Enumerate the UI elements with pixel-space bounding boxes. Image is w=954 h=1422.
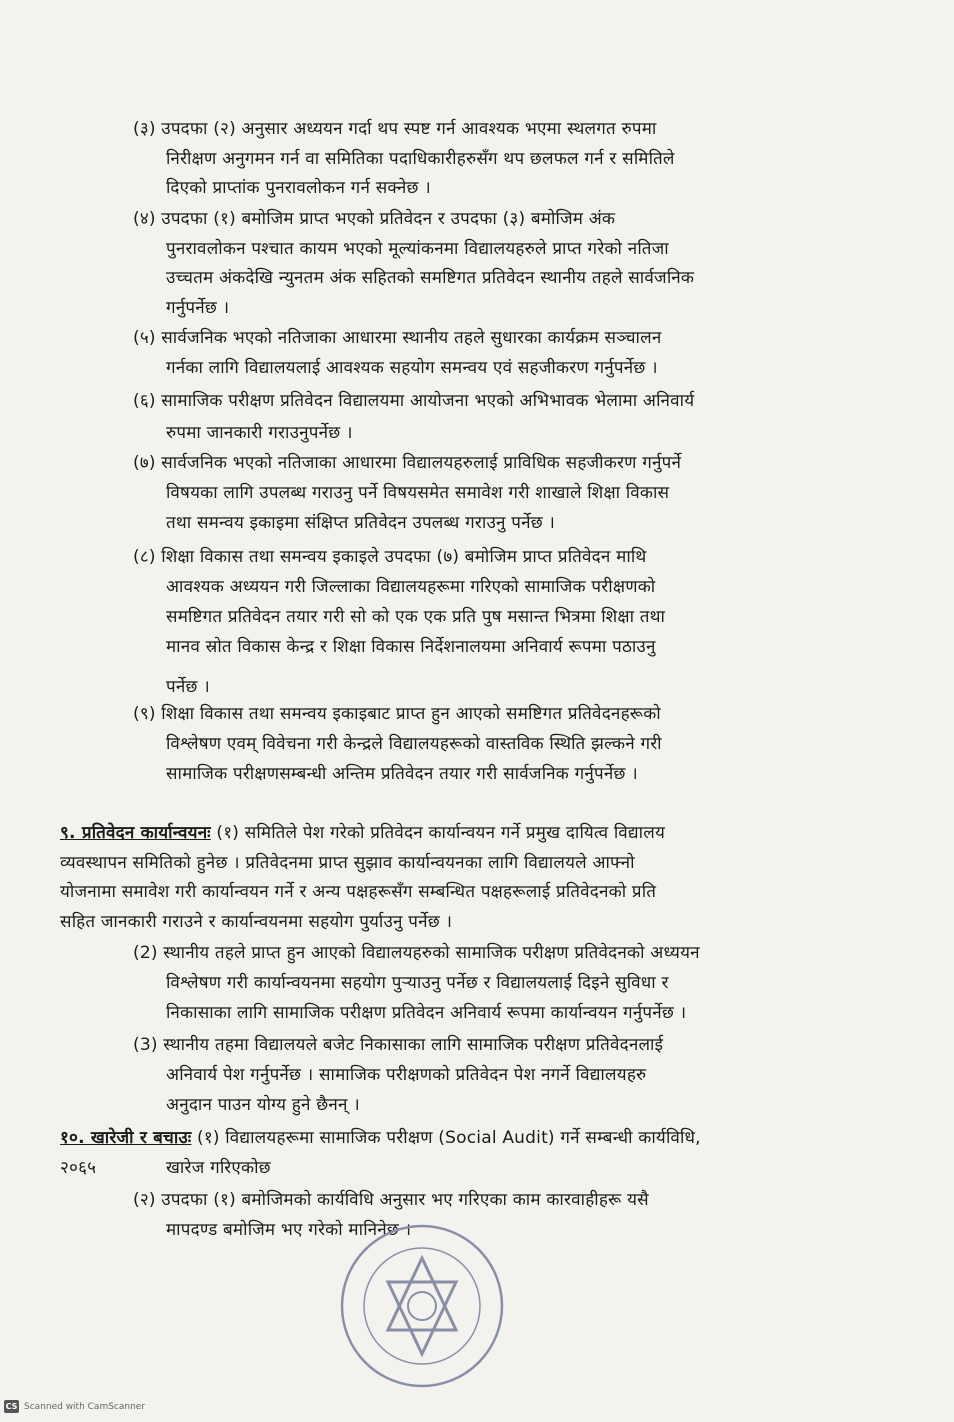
- clause-8-4-line-1: (४) उपदफा (१) बमोजिम प्राप्त भएको प्रतिवेदन र उपदफा (३) बमोजिम अंक: [133, 209, 616, 229]
- clause-8-4-line-2: पुनरावलोकन पश्चात कायम भएको मूल्यांकनमा विद्यालयहरुले प्राप्त गरेको नतिजा: [166, 239, 669, 259]
- clause-8-4-line-3: उच्चतम अंकदेखि न्युनतम अंक सहितको समष्टिगत प्रतिवेदन स्थानीय तहले सार्वजनिक: [166, 268, 695, 288]
- clause-8-3-line-2: निरीक्षण अनुगमन गर्न वा समितिका पदाधिकारीहरुसँग थप छलफल गर्न र समितिले: [166, 149, 675, 169]
- section-10-heading: १०. खारेजी र बचाउः: [60, 1128, 192, 1148]
- section-10-line-1: [60, 1127, 701, 1149]
- clause-8-5-line-1: (५) सार्वजनिक भएको नतिजाका आधारमा स्थानीय तहले सुधारका कार्यक्रम सञ्चालन: [133, 328, 662, 348]
- clause-8-9-line-1: (९) शिक्षा विकास तथा समन्वय इकाइबाट प्राप्त हुन आएको समष्टिगत प्रतिवेदनहरूको: [133, 704, 661, 724]
- camscanner-logo-icon: CS: [5, 1402, 18, 1411]
- clause-9-3-line-1: (3) स्थानीय तहमा विद्यालयले बजेट निकासाका लागि सामाजिक परीक्षण प्रतिवेदनलाई: [133, 1035, 664, 1055]
- scanner-watermark: [4, 1400, 145, 1413]
- clause-8-6-line-1: (६) सामाजिक परीक्षण प्रतिवेदन विद्यालयमा आयोजना भएको अभिभावक भेलामा अनिवार्य: [133, 391, 695, 411]
- section-9-line-1: [60, 822, 665, 844]
- clause-8-5-line-2: गर्नका लागि विद्यालयलाई आवश्यक सहयोग समन्वय एवं सहजीकरण गर्नुपर्नेछ ।: [166, 358, 658, 378]
- section-9-line-3: योजनामा समावेश गरी कार्यान्वयन गर्ने र अन्य पक्षहरूसँग सम्बन्धित पक्षहरूलाई प्रतिवेदनको प्रति: [60, 882, 657, 902]
- clause-8-7-line-2: विषयका लागि उपलब्ध गराउनु पर्ने विषयसमेत समावेश गरी शाखाले शिक्षा विकास: [166, 483, 670, 503]
- clause-8-3-line-1: (३) उपदफा (२) अनुसार अध्ययन गर्दा थप स्पष्ट गर्न आवश्यक भएमा स्थलगत रुपमा: [133, 119, 657, 139]
- clause-8-8-line-1: (८) शिक्षा विकास तथा समन्वय इकाइले उपदफा (७) बमोजिम प्राप्त प्रतिवेदन माथि: [133, 547, 647, 567]
- clause-8-8-line-3: समष्टिगत प्रतिवेदन तयार गरी सो को एक एक प्रति पुष मसान्त भित्रमा शिक्षा तथा: [166, 607, 666, 627]
- clause-8-9-line-3: सामाजिक परीक्षणसम्बन्धी अन्तिम प्रतिवेदन तयार गरी सार्वजनिक गर्नुपर्नेछ ।: [166, 764, 638, 784]
- clause-8-4-line-4: गर्नुपर्नेछ ।: [166, 298, 230, 318]
- clause-8-7-line-1: (७) सार्वजनिक भएको नतिजाका आधारमा विद्यालयहरुलाई प्राविधिक सहजीकरण गर्नुपर्ने: [133, 453, 682, 473]
- official-stamp-seal: [338, 1222, 506, 1390]
- section-9-heading: ९. प्रतिवेदन कार्यान्वयनः: [60, 823, 211, 843]
- clause-9-3-line-3: अनुदान पाउन योग्य हुने छैनन् ।: [166, 1095, 360, 1115]
- clause-8-3-line-3: दिएको प्राप्तांक पुनरावलोकन गर्न सक्नेछ ।: [166, 178, 431, 198]
- clause-8-9-line-2: विश्लेषण एवम् विवेचना गरी केन्द्रले विद्यालयहरूको वास्तविक स्थिति झल्कने गरी: [166, 734, 662, 754]
- clause-8-7-line-3: तथा समन्वय इकाइमा संक्षिप्त प्रतिवेदन उपलब्ध गराउनु पर्नेछ ।: [166, 513, 556, 533]
- clause-8-6-line-2: रुपमा जानकारी गराउनुपर्नेछ ।: [166, 423, 353, 443]
- clause-10-2-line-1: (२) उपदफा (१) बमोजिमको कार्यविधि अनुसार भए गरिएका काम कारवाहीहरू यसै: [133, 1190, 649, 1210]
- clause-8-8-line-2: आवश्यक अध्ययन गरी जिल्लाका विद्यालयहरूमा गरिएको सामाजिक परीक्षणको: [166, 577, 656, 597]
- clause-9-3-line-2: अनिवार्य पेश गर्नुपर्नेछ । सामाजिक परीक्षणको प्रतिवेदन पेश नगर्ने विद्यालयहरु: [166, 1065, 647, 1085]
- section-9-line-4: सहित जानकारी गराउने र कार्यान्वयनमा सहयोग पुर्याउनु पर्नेछ ।: [60, 912, 453, 932]
- clause-8-8-line-4: मानव स्रोत विकास केन्द्र र शिक्षा विकास निर्देशनालयमा अनिवार्य रूपमा पठाउनु: [166, 637, 656, 657]
- section-10-repeal-text: खारेज गरिएकोछ: [166, 1158, 271, 1178]
- section-10-year: २०६५: [60, 1158, 97, 1178]
- section-9-line-2: व्यवस्थापन समितिको हुनेछ । प्रतिवेदनमा प्राप्त सुझाव कार्यान्वयनका लागि विद्यालयले आफ्नो: [60, 853, 635, 873]
- section-9-text: (१) समितिले पेश गरेको प्रतिवेदन कार्यान्वयन गर्ने प्रमुख दायित्व विद्यालय: [216, 823, 666, 843]
- section-10-text: (१) विद्यालयहरूमा सामाजिक परीक्षण (Social Audit) गर्ने सम्बन्धी कार्यविधि,: [197, 1128, 701, 1148]
- clause-9-2-line-1: (2) स्थानीय तहले प्राप्त हुन आएको विद्यालयहरुको सामाजिक परीक्षण प्रतिवेदनको अध्ययन: [133, 943, 700, 963]
- clause-8-8-line-5: पर्नेछ ।: [166, 677, 210, 697]
- clause-10-2-line-2: मापदण्ड बमोजिम भए गरेको मानिनेछ ।: [166, 1220, 412, 1240]
- clause-9-2-line-3: निकासाका लागि सामाजिक परीक्षण प्रतिवेदन अनिवार्य रूपमा कार्यान्वयन गर्नुपर्नेछ ।: [166, 1003, 687, 1023]
- clause-9-2-line-2: विश्लेषण गरी कार्यान्वयनमा सहयोग पुऱ्याउनु पर्नेछ र विद्यालयलाई दिइने सुविधा र: [166, 973, 669, 993]
- scanner-watermark-text: Scanned with CamScanner: [24, 1401, 146, 1412]
